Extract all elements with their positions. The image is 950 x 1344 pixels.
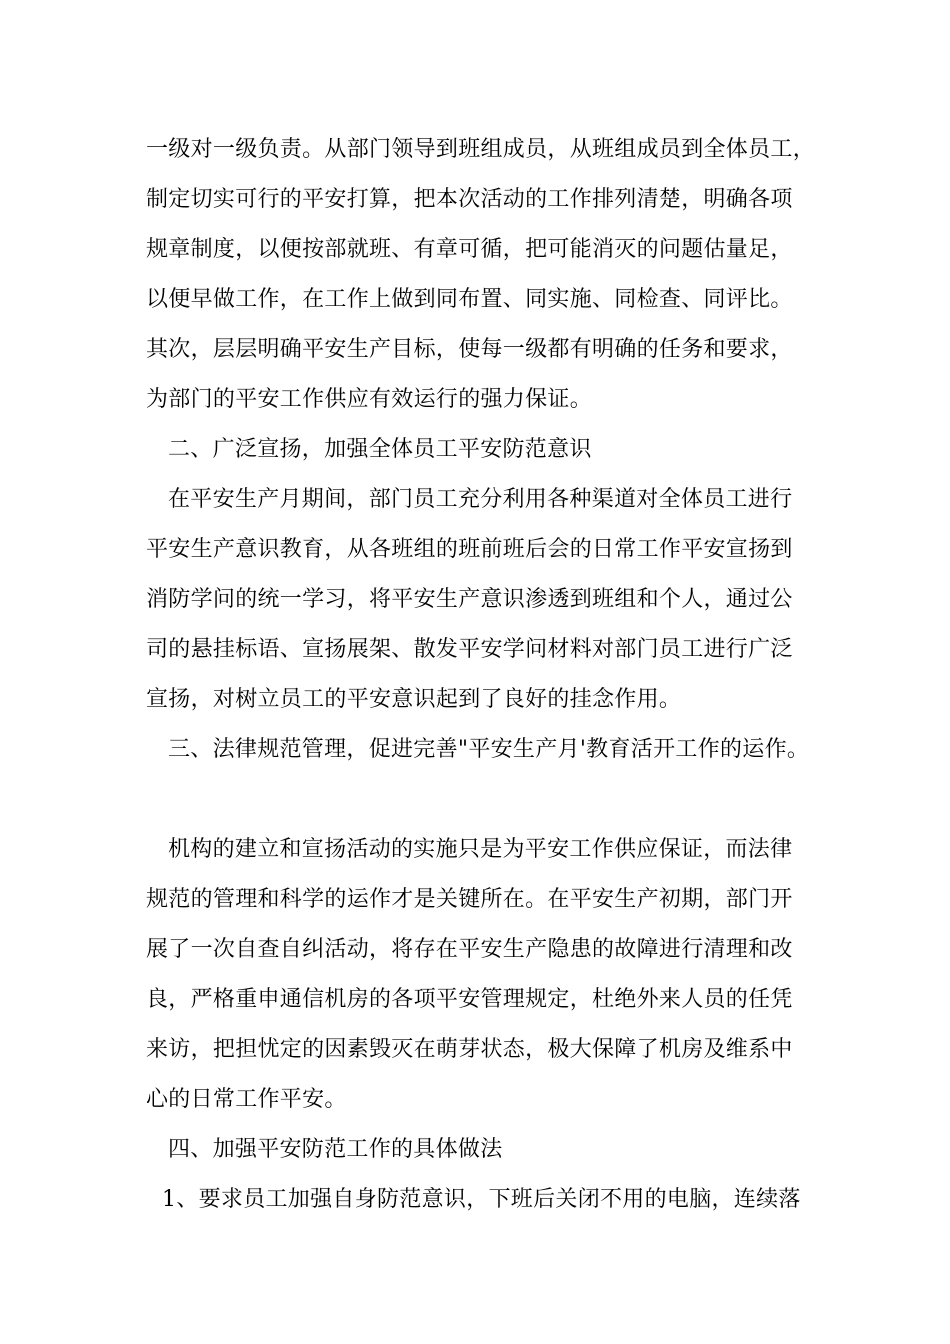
text-line: 心的日常工作平安。 [146, 1087, 347, 1112]
text-line: 为部门的平安工作供应有效运行的强力保证。 [146, 387, 593, 412]
text-line: 消防学问的统一学习，将平安生产意识渗透到班组和个人，通过公 [146, 587, 793, 612]
text-line: 一级对一级负责。从部门领导到班组成员，从班组成员到全体员工， [146, 137, 816, 162]
section-heading: 二、广泛宣扬，加强全体员工平安防范意识 [168, 437, 592, 462]
text-line: 制定切实可行的平安打算，把本次活动的工作排列清楚，明确各项 [146, 187, 793, 212]
text-line: 规章制度，以便按部就班、有章可循，把可能消灭的问题估量足， [146, 237, 793, 262]
text-line: 司的悬挂标语、宣扬展架、散发平安学问材料对部门员工进行广泛 [146, 637, 793, 662]
text-line: 宣扬，对树立员工的平安意识起到了良好的挂念作用。 [146, 687, 682, 712]
text-line: 平安生产意识教育，从各班组的班前班后会的日常工作平安宣扬到 [146, 537, 793, 562]
text-line: 以便早做工作，在工作上做到同布置、同实施、同检查、同评比。 [146, 287, 793, 312]
text-line: 机构的建立和宣扬活动的实施只是为平安工作供应保证，而法律 [168, 837, 793, 862]
section-heading: 三、法律规范管理，促进完善"平安生产月'教育活开工作的运作。 [168, 737, 810, 762]
text-line: 其次，层层明确平安生产目标，使每一级都有明确的任务和要求， [146, 337, 793, 362]
text-line: 在平安生产月期间，部门员工充分利用各种渠道对全体员工进行 [168, 487, 793, 512]
text-line: 展了一次自查自纠活动，将存在平安生产隐患的故障进行清理和改 [146, 937, 793, 962]
text-line: 来访，把担忧定的因素毁灭在萌芽状态，极大保障了机房及维系中 [146, 1037, 793, 1062]
text-line: 规范的管理和科学的运作才是关键所在。在平安生产初期，部门开 [146, 887, 793, 912]
text-line: 1、要求员工加强自身防范意识，下班后关闭不用的电脑，连续落 [162, 1187, 801, 1212]
section-heading: 四、加强平安防范工作的具体做法 [168, 1137, 503, 1162]
text-line: 良，严格重申通信机房的各项平安管理规定，杜绝外来人员的任凭 [146, 987, 793, 1012]
